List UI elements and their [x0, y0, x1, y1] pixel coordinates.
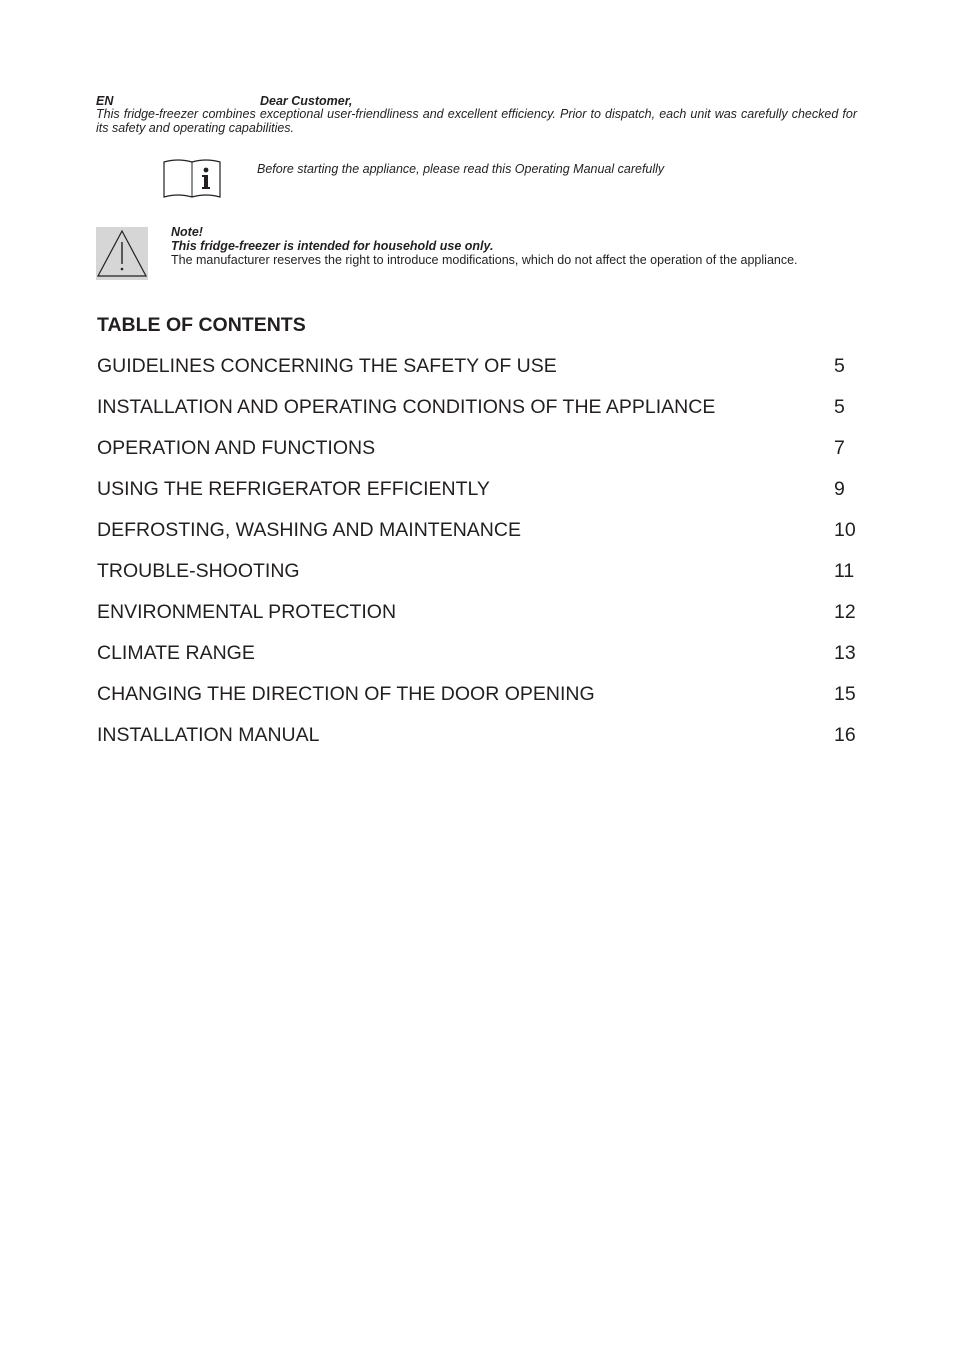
- note-title: Note!: [171, 225, 203, 239]
- toc-item-page: 5: [834, 355, 845, 377]
- toc-item-page: 12: [834, 601, 856, 623]
- toc-item-title: INSTALLATION AND OPERATING CONDITIONS OF THE APPLIANCE: [97, 396, 716, 418]
- toc-item-title: USING THE REFRIGERATOR EFFICIENTLY: [97, 478, 490, 500]
- toc-item[interactable]: [97, 396, 857, 437]
- toc-item[interactable]: [97, 724, 857, 765]
- toc-item[interactable]: [97, 683, 857, 724]
- toc-item[interactable]: [97, 560, 857, 601]
- toc-item[interactable]: [97, 519, 857, 560]
- toc-item-page: 10: [834, 519, 856, 541]
- toc-item-title: CHANGING THE DIRECTION OF THE DOOR OPENING: [97, 683, 595, 705]
- toc-item-title: ENVIRONMENTAL PROTECTION: [97, 601, 397, 623]
- info-text: Before starting the appliance, please read this Operating Manual carefully: [257, 162, 665, 176]
- toc-item-title: CLIMATE RANGE: [97, 642, 255, 664]
- toc-item[interactable]: [97, 642, 857, 683]
- toc-item[interactable]: [97, 478, 857, 519]
- toc-item-page: 13: [834, 642, 856, 664]
- toc-item-title: GUIDELINES CONCERNING THE SAFETY OF USE: [97, 355, 557, 377]
- toc-item[interactable]: [97, 601, 857, 642]
- note-text: The manufacturer reserves the right to introduce modifications, which do not affect the operation of the appliance.: [171, 253, 798, 267]
- toc-item[interactable]: [97, 437, 857, 478]
- toc-item-page: 9: [834, 478, 845, 500]
- toc-item-page: 16: [834, 724, 856, 746]
- greeting: Dear Customer,: [260, 94, 353, 108]
- table-of-contents: [97, 355, 857, 765]
- toc-item-title: OPERATION AND FUNCTIONS: [97, 437, 376, 459]
- toc-item-page: 5: [834, 396, 845, 418]
- toc-item-page: 15: [834, 683, 856, 705]
- note-block: [171, 225, 798, 267]
- warning-triangle-icon: [96, 227, 148, 280]
- language-code: EN: [96, 94, 114, 108]
- toc-item-page: 11: [834, 560, 855, 582]
- toc-heading: TABLE OF CONTENTS: [97, 314, 306, 336]
- intro-paragraph: This fridge-freezer combines exceptional user-friendliness and excellent efficiency. Prior to dispatch, each unit was carefully checked for its safety and operating capabilities.: [96, 107, 857, 135]
- info-book-icon: [162, 157, 222, 199]
- toc-item-title: INSTALLATION MANUAL: [97, 724, 320, 746]
- toc-item[interactable]: [97, 355, 857, 396]
- toc-item-page: 7: [834, 437, 845, 459]
- note-emphasis: This fridge-freezer is intended for household use only.: [171, 239, 494, 253]
- toc-item-title: DEFROSTING, WASHING AND MAINTENANCE: [97, 519, 521, 541]
- toc-item-title: TROUBLE-SHOOTING: [97, 560, 300, 582]
